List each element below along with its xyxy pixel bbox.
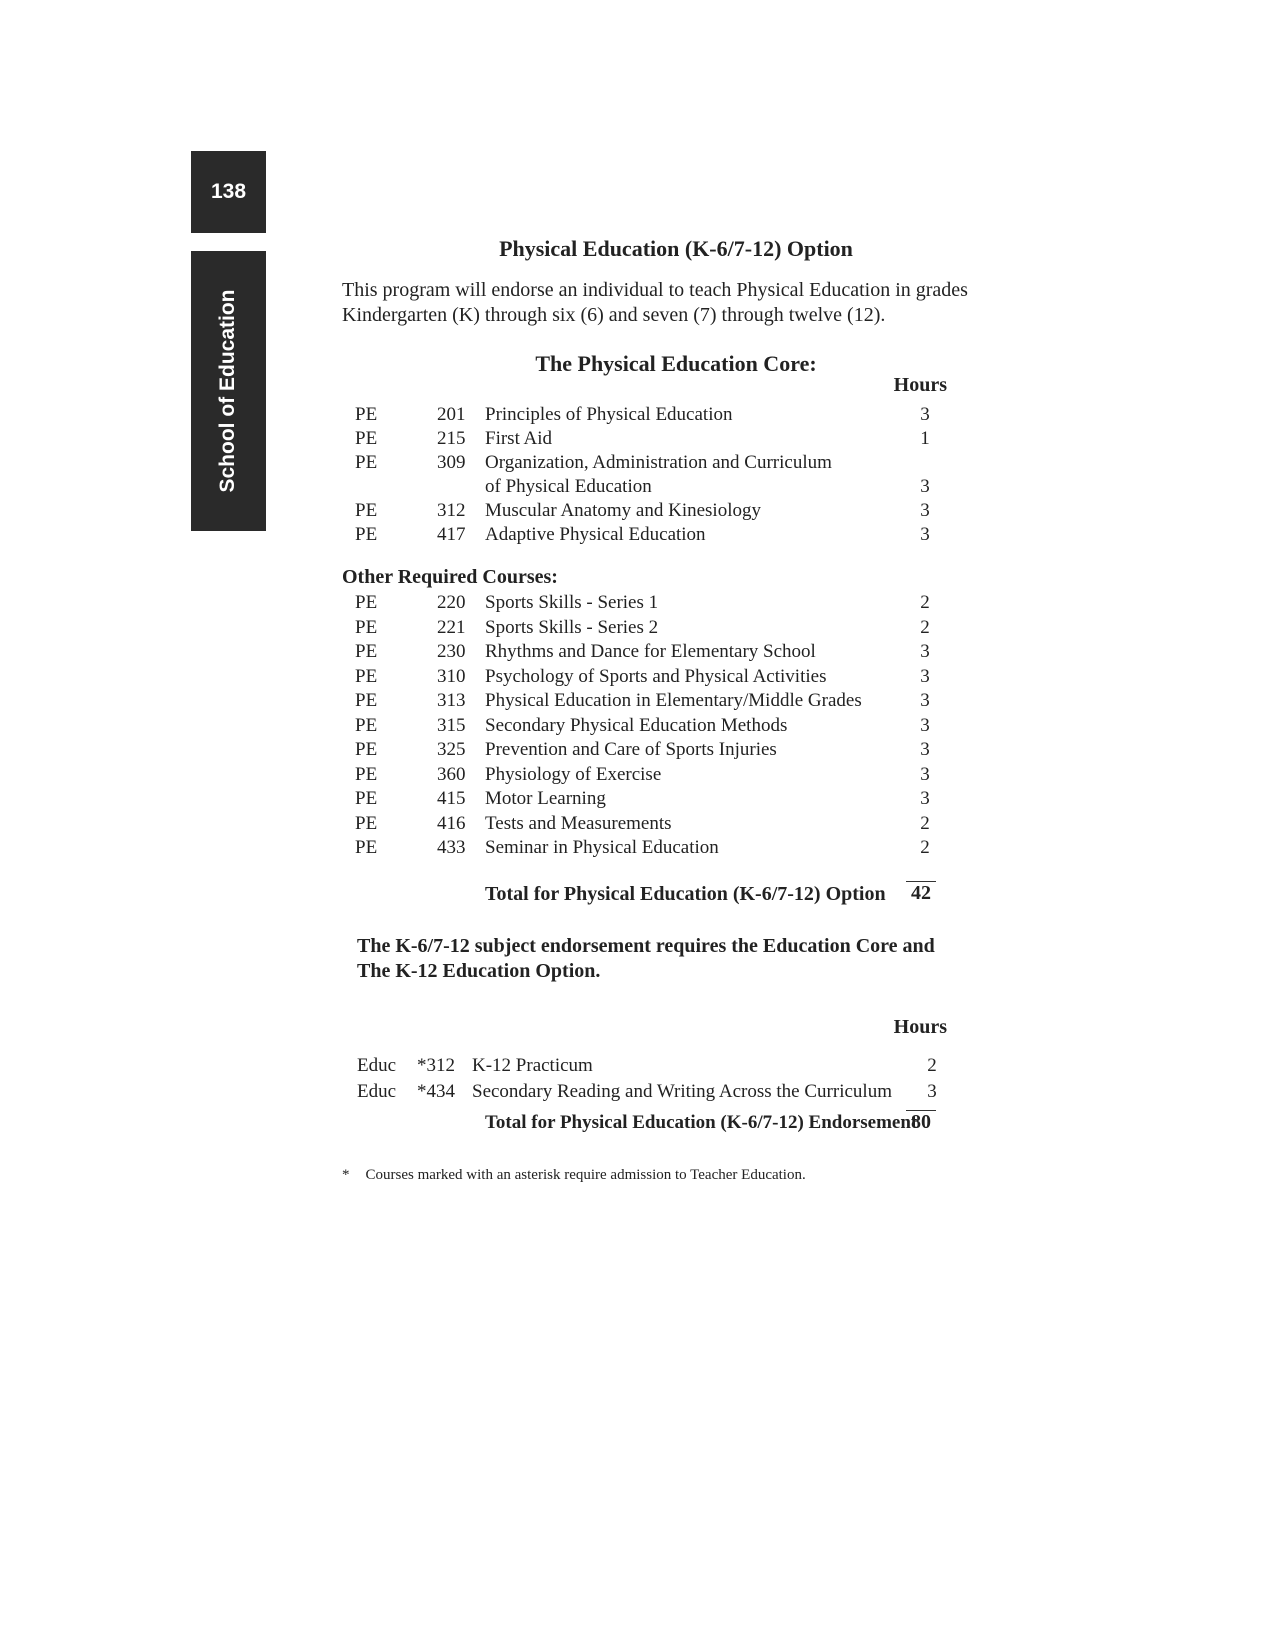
course-title: Physical Education in Elementary/Middle Grades	[485, 690, 862, 711]
course-hours: 3	[920, 524, 930, 545]
course-number: 201	[437, 404, 466, 425]
course-dept: PE	[355, 739, 378, 760]
other-courses-heading: Other Required Courses:	[342, 566, 558, 588]
course-hours: 2	[920, 837, 930, 858]
course-title: Sports Skills - Series 2	[485, 616, 659, 638]
course-hours: 1	[920, 428, 930, 449]
option-total-value: 42	[906, 881, 936, 905]
course-number: 325	[437, 739, 466, 760]
course-hours: 3	[920, 788, 930, 809]
course-dept: PE	[355, 690, 378, 711]
footnote-text: Courses marked with an asterisk require admission to Teacher Education.	[365, 1167, 806, 1183]
core-hours-header: Hours	[893, 374, 947, 396]
course-number: 310	[437, 665, 466, 687]
course-dept: PE	[355, 452, 378, 473]
course-title: Secondary Reading and Writing Across the Curriculum	[472, 1081, 892, 1102]
course-title: Motor Learning	[485, 788, 606, 809]
footnote	[342, 1167, 806, 1184]
endorsement-total-value: 80	[906, 1110, 936, 1134]
endorsement-total-label: Total for Physical Education (K-6/7-12) Endorsement	[485, 1112, 918, 1133]
course-hours: 3	[920, 714, 930, 736]
course-dept: PE	[355, 788, 378, 809]
course-title: Sports Skills - Series 1	[485, 592, 659, 613]
course-number: 220	[437, 592, 466, 613]
course-dept: PE	[355, 616, 378, 638]
course-number: *312	[417, 1055, 455, 1076]
course-dept: PE	[355, 500, 378, 521]
course-hours: 3	[920, 739, 930, 760]
endorsement-note: The K-6/7-12 subject endorsement requires the Education Core and The K-12 Education Option.	[357, 935, 935, 982]
course-number: 312	[437, 500, 466, 521]
page-number-tab	[191, 151, 266, 233]
core-heading: The Physical Education Core:	[535, 351, 817, 376]
course-dept: PE	[355, 665, 378, 687]
course-dept: PE	[355, 714, 378, 736]
section-label: School of Education	[216, 289, 239, 493]
course-title: Rhythms and Dance for Elementary School	[485, 641, 816, 662]
course-number: 315	[437, 714, 466, 736]
education-hours-header: Hours	[893, 1016, 947, 1038]
course-title: Tests and Measurements	[485, 812, 672, 834]
course-hours: 3	[920, 763, 930, 785]
course-dept: PE	[355, 837, 378, 858]
asterisk-mark: *	[342, 1167, 350, 1183]
course-title-continued: of Physical Education	[485, 476, 652, 497]
course-number: 360	[437, 763, 466, 785]
course-hours: 2	[927, 1055, 937, 1076]
course-hours: 3	[920, 476, 930, 497]
course-hours: 2	[920, 616, 930, 638]
page-title: Physical Education (K-6/7-12) Option	[499, 236, 853, 261]
course-title: First Aid	[485, 428, 553, 449]
course-hours: 3	[920, 641, 930, 662]
course-dept: PE	[355, 592, 378, 613]
course-number: 313	[437, 690, 466, 711]
course-number: 215	[437, 428, 466, 449]
course-number: 433	[437, 837, 466, 858]
course-number: 415	[437, 788, 466, 809]
course-hours: 3	[920, 500, 930, 521]
course-title: Adaptive Physical Education	[485, 524, 706, 545]
course-dept: Educ	[357, 1055, 397, 1076]
course-hours: 2	[920, 812, 930, 834]
intro-paragraph: This program will endorse an individual to teach Physical Education in grades Kindergarten (K) through six (6) and seven (7) through twelve (12).	[342, 279, 968, 326]
course-title: Seminar in Physical Education	[485, 837, 719, 858]
course-number: 230	[437, 641, 466, 662]
course-number: 416	[437, 812, 466, 834]
course-dept: PE	[355, 404, 378, 425]
option-total-label: Total for Physical Education (K-6/7-12) Option	[485, 883, 886, 905]
course-title: Secondary Physical Education Methods	[485, 714, 788, 736]
course-title: Muscular Anatomy and Kinesiology	[485, 500, 761, 521]
page-number: 138	[210, 180, 247, 203]
course-title: Principles of Physical Education	[485, 404, 733, 425]
section-tab	[191, 251, 266, 531]
course-title: Physiology of Exercise	[485, 763, 662, 785]
course-title: K-12 Practicum	[472, 1055, 593, 1076]
course-hours: 3	[920, 404, 930, 425]
course-dept: PE	[355, 812, 378, 834]
course-number: 417	[437, 524, 466, 545]
course-dept: Educ	[357, 1081, 397, 1102]
course-number: *434	[417, 1081, 455, 1102]
course-dept: PE	[355, 524, 378, 545]
course-hours: 3	[927, 1081, 937, 1102]
course-title: Organization, Administration and Curriculum	[485, 452, 832, 473]
course-dept: PE	[355, 428, 378, 449]
course-dept: PE	[355, 641, 378, 662]
course-hours: 2	[920, 592, 930, 613]
course-number: 221	[437, 616, 466, 638]
course-hours: 3	[920, 690, 930, 711]
course-title: Prevention and Care of Sports Injuries	[485, 739, 777, 760]
course-dept: PE	[355, 763, 378, 785]
course-title: Psychology of Sports and Physical Activities	[485, 665, 827, 687]
course-number: 309	[437, 452, 466, 473]
course-hours: 3	[920, 665, 930, 687]
